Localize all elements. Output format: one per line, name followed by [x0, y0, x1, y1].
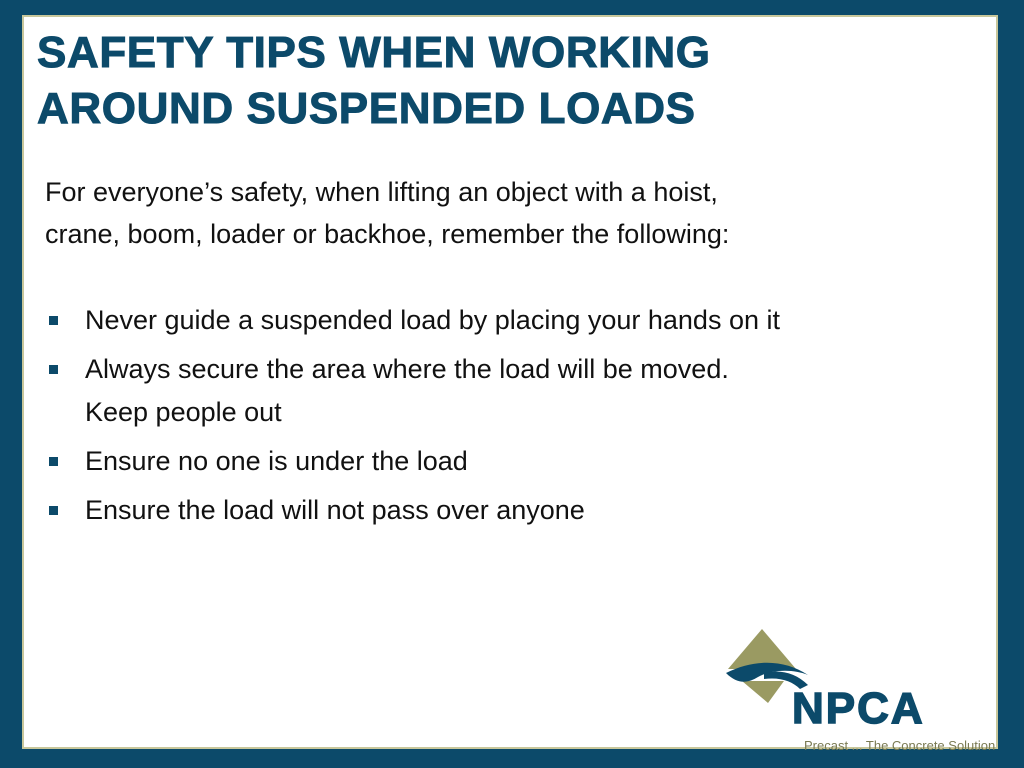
intro-paragraph [45, 171, 945, 255]
bullet-text: Always secure the area where the load will be moved. [85, 354, 729, 384]
slide-title [37, 25, 987, 137]
square-bullet-icon [49, 457, 58, 466]
intro-line-1: For everyone’s safety, when lifting an object with a hoist, [45, 177, 718, 207]
list-item [45, 440, 995, 483]
npca-logo [724, 629, 1004, 753]
square-bullet-icon [49, 506, 58, 515]
logo-tagline: Precast ... The Concrete Solution [804, 738, 996, 753]
square-bullet-icon [49, 365, 58, 374]
list-item [45, 489, 995, 532]
bullet-text-continued: Keep people out [85, 397, 282, 427]
list-item [45, 348, 995, 434]
title-line-1: SAFETY TIPS WHEN WORKING [37, 28, 711, 77]
list-item [45, 299, 995, 342]
bullet-text: Never guide a suspended load by placing your hands on it [85, 305, 780, 335]
square-bullet-icon [49, 316, 58, 325]
slide [22, 15, 998, 753]
bullet-text: Ensure no one is under the load [85, 446, 468, 476]
tips-list [45, 299, 995, 538]
title-line-2: AROUND SUSPENDED LOADS [37, 84, 696, 133]
bullet-text: Ensure the load will not pass over anyone [85, 495, 585, 525]
intro-line-2: crane, boom, loader or backhoe, remember the following: [45, 219, 730, 249]
npca-wordmark: NPCA [792, 684, 925, 733]
